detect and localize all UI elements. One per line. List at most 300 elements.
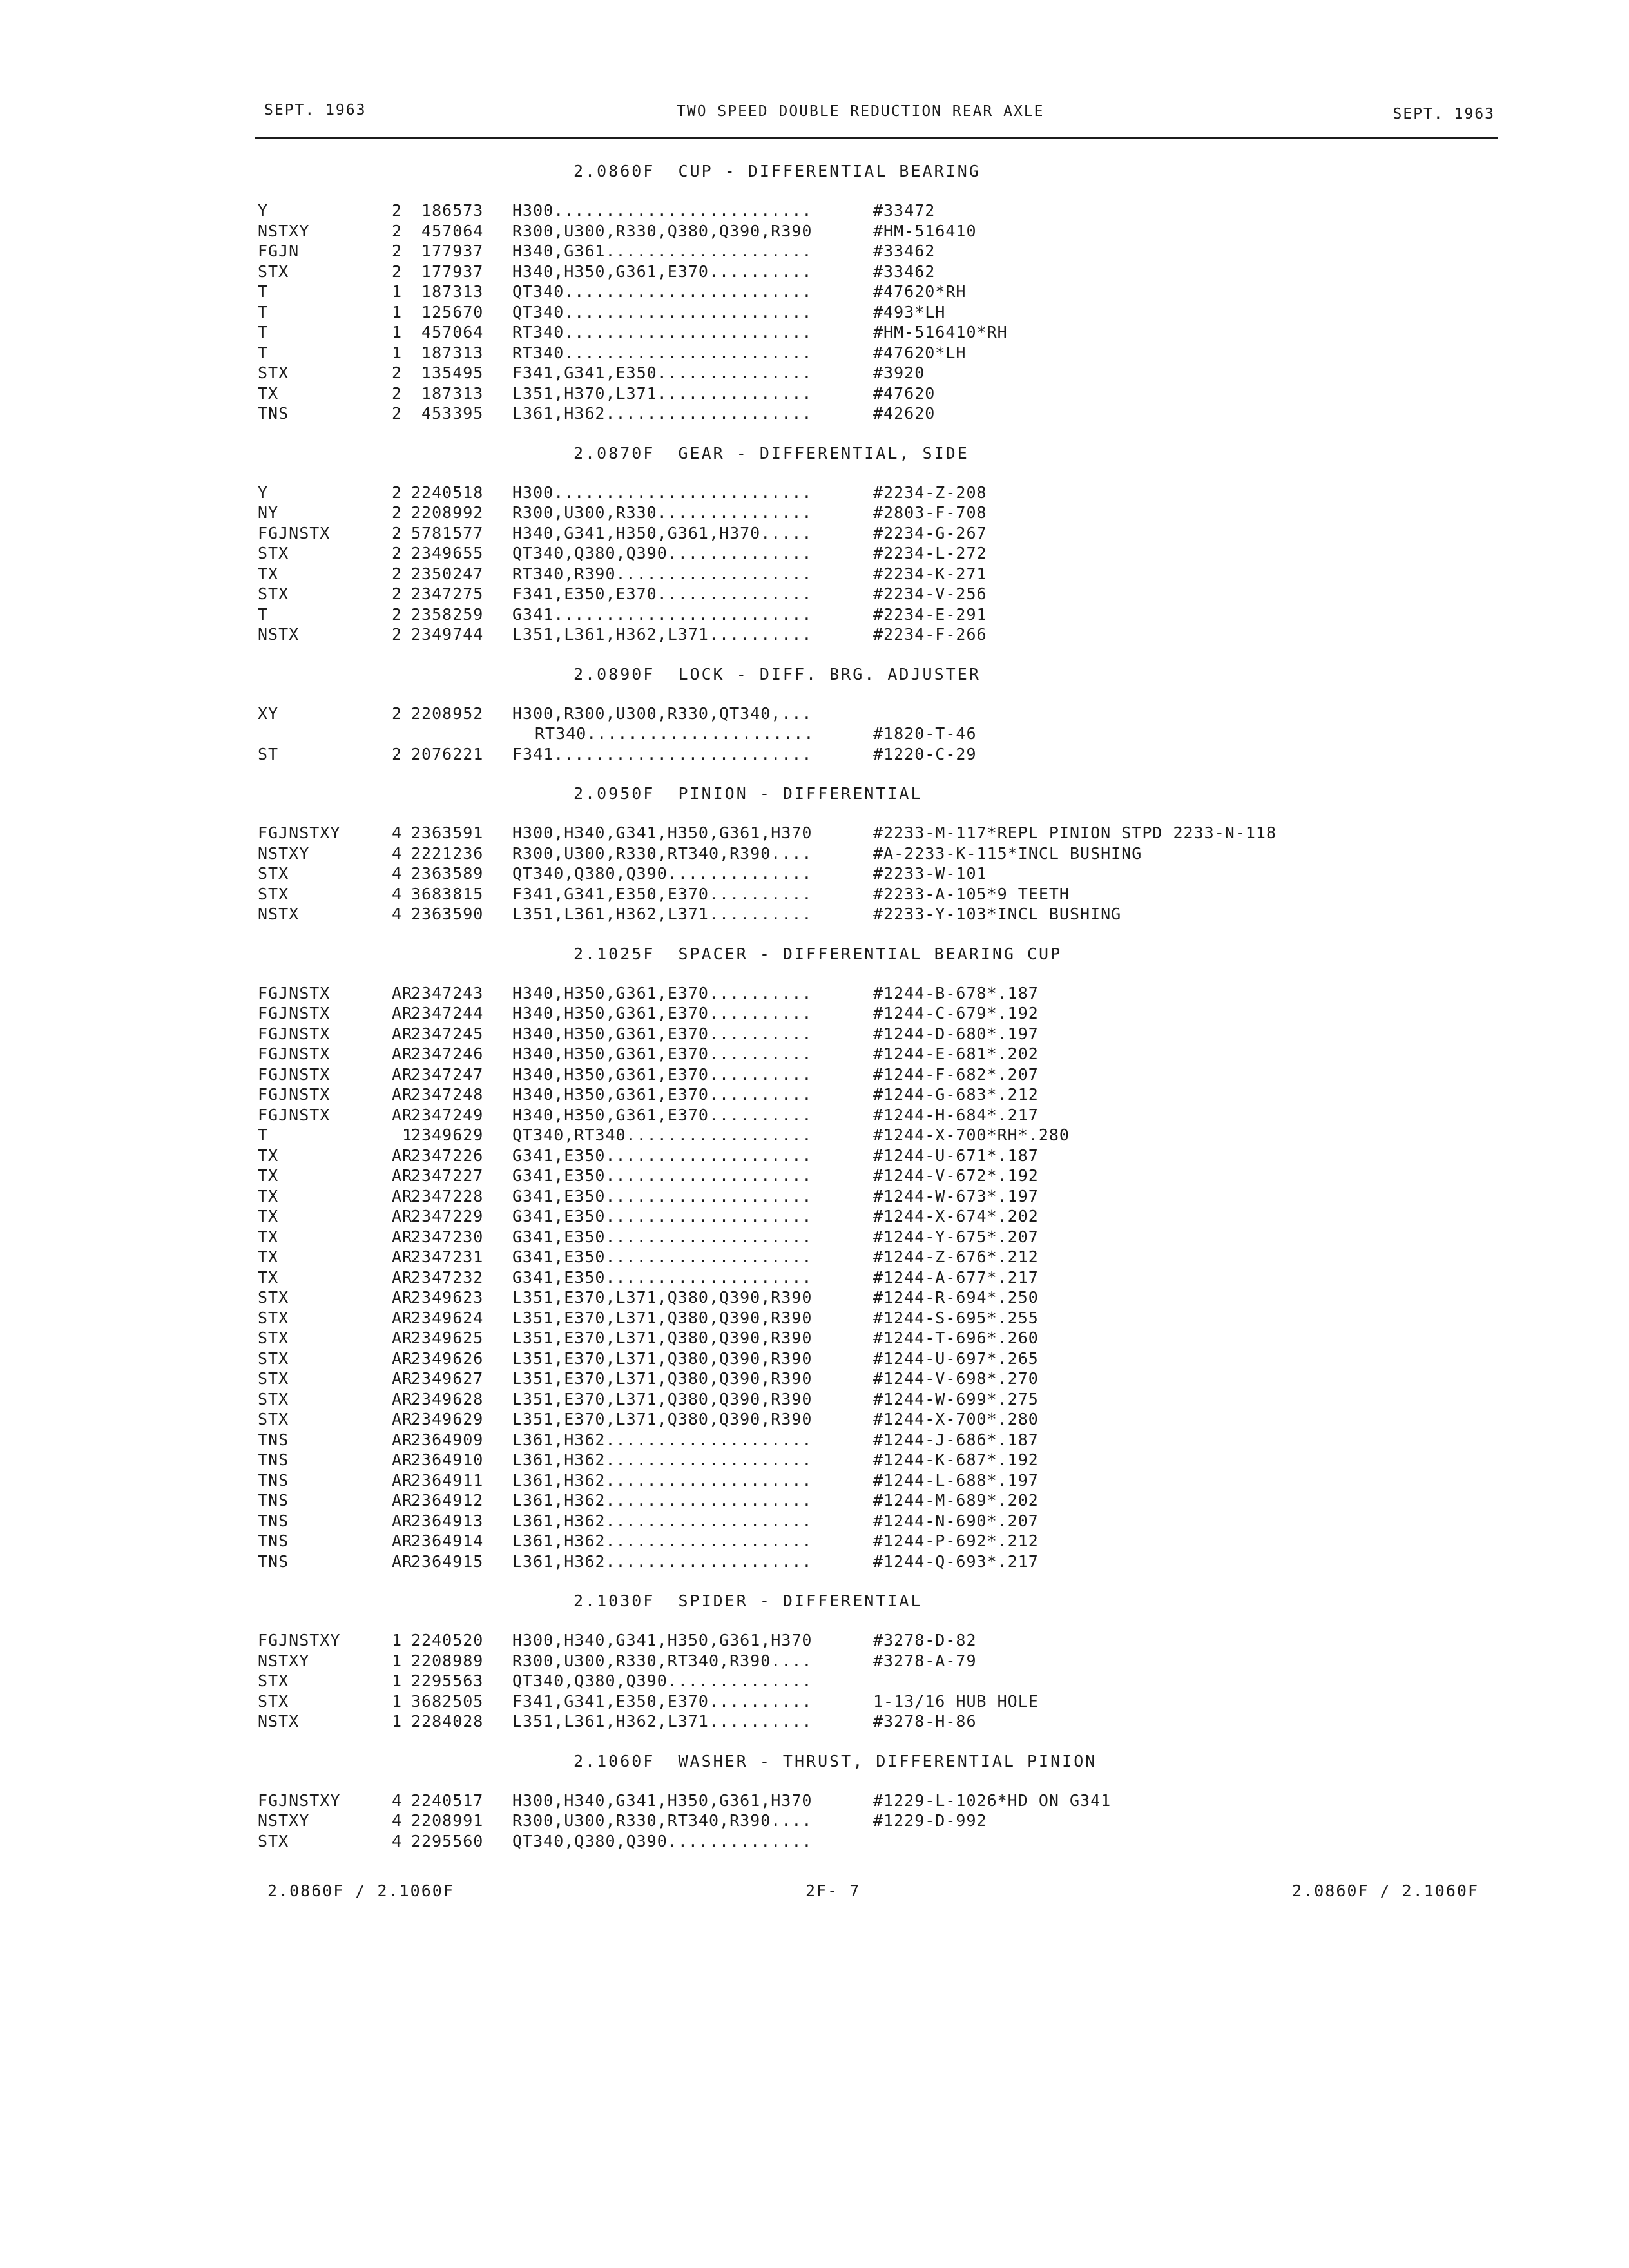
usage-continued: RT340...................... bbox=[535, 724, 815, 743]
parts-section bbox=[258, 443, 1482, 664]
quantity: AR bbox=[392, 1267, 413, 1287]
reference-number: #1244-N-690*.207 bbox=[873, 1511, 1039, 1530]
part-number: 2347227 bbox=[411, 1166, 484, 1185]
part-number: 135495 bbox=[411, 363, 484, 382]
model-codes: STX bbox=[258, 1389, 289, 1408]
reference-number: #2233-A-105*9 TEETH bbox=[873, 884, 1070, 903]
usage-models: L361,H362.................... bbox=[512, 404, 813, 423]
part-row bbox=[258, 1064, 1482, 1085]
reference-number: #HM-516410 bbox=[873, 221, 977, 240]
model-codes: TNS bbox=[258, 1532, 289, 1550]
usage-models: F341,E350,E370............... bbox=[512, 584, 813, 603]
quantity: AR bbox=[392, 1085, 413, 1104]
model-codes: STX bbox=[258, 1369, 289, 1388]
header-date-right: SEPT. 1963 bbox=[1393, 106, 1495, 122]
model-codes: FGJNSTXY bbox=[258, 1791, 341, 1810]
reference-number: #1244-W-673*.197 bbox=[873, 1186, 1039, 1206]
usage-models: H340,H350,G361,E370.......... bbox=[512, 1085, 813, 1104]
quantity: 2 bbox=[392, 201, 403, 220]
model-codes: STX bbox=[258, 363, 289, 382]
model-codes: NSTXY bbox=[258, 843, 310, 863]
reference-number: #33462 bbox=[873, 242, 936, 260]
usage-models: F341......................... bbox=[512, 744, 813, 764]
quantity: 4 bbox=[392, 1811, 403, 1830]
part-number: 2364915 bbox=[411, 1552, 484, 1571]
quantity: 4 bbox=[392, 823, 403, 842]
model-codes: TX bbox=[258, 1166, 279, 1185]
reference-number: #3278-H-86 bbox=[873, 1712, 977, 1731]
part-number: 2347229 bbox=[411, 1207, 484, 1225]
model-codes: TX bbox=[258, 564, 279, 583]
usage-models: L361,H362.................... bbox=[512, 1430, 813, 1449]
part-row bbox=[258, 1287, 1482, 1308]
quantity: AR bbox=[392, 1288, 413, 1307]
quantity: AR bbox=[392, 1491, 413, 1510]
section-spacer bbox=[258, 1571, 1482, 1591]
part-row bbox=[258, 843, 1482, 864]
reference-number: #1244-V-672*.192 bbox=[873, 1166, 1039, 1185]
part-row bbox=[258, 483, 1482, 503]
usage-models: L361,H362.................... bbox=[512, 1552, 813, 1571]
quantity: 2 bbox=[392, 744, 403, 764]
usage-models: G341,E350.................... bbox=[512, 1146, 813, 1165]
section-spacer bbox=[258, 1732, 1482, 1751]
part-number: 125670 bbox=[411, 302, 484, 322]
reference-number: #1244-P-692*.212 bbox=[873, 1532, 1039, 1550]
part-row bbox=[258, 724, 1482, 744]
section-title: 2.1025F SPACER - DIFFERENTIAL BEARING CUP bbox=[574, 944, 1063, 963]
reference-number: #A-2233-K-115*INCL BUSHING bbox=[873, 843, 1142, 863]
usage-models: L361,H362.................... bbox=[512, 1470, 813, 1490]
model-codes: FGJNSTXY bbox=[258, 823, 341, 842]
reference-number: #1244-K-687*.192 bbox=[873, 1450, 1039, 1469]
quantity: 1 bbox=[392, 323, 403, 341]
quantity: 1 bbox=[392, 1631, 403, 1649]
part-number: 2349626 bbox=[411, 1349, 484, 1368]
reference-number: #1244-M-689*.202 bbox=[873, 1491, 1039, 1510]
usage-models: H340,H350,G361,E370.......... bbox=[512, 1044, 813, 1063]
part-row bbox=[258, 1166, 1482, 1186]
part-row bbox=[258, 1328, 1482, 1349]
model-codes: TX bbox=[258, 1146, 279, 1165]
quantity: AR bbox=[392, 1410, 413, 1428]
part-number: 2364910 bbox=[411, 1450, 484, 1469]
page-number: 2F- 7 bbox=[805, 1881, 861, 1900]
model-codes: T bbox=[258, 302, 269, 322]
model-codes: FGJN bbox=[258, 242, 300, 260]
model-codes: FGJNSTX bbox=[258, 983, 331, 1003]
model-codes: STX bbox=[258, 544, 289, 562]
part-number: 2349625 bbox=[411, 1329, 484, 1347]
model-codes: XY bbox=[258, 704, 279, 723]
quantity: AR bbox=[392, 1044, 413, 1063]
parts-list bbox=[258, 161, 1482, 1870]
model-codes: FGJNSTX bbox=[258, 1004, 331, 1023]
usage-models: H340,H350,G361,E370.......... bbox=[512, 983, 813, 1003]
usage-models: L351,H370,L371............... bbox=[512, 383, 813, 403]
part-number: 2364911 bbox=[411, 1470, 484, 1490]
reference-number: #33462 bbox=[873, 262, 936, 281]
reference-number: #1244-Z-676*.212 bbox=[873, 1247, 1039, 1266]
quantity: 2 bbox=[392, 242, 403, 260]
part-row bbox=[258, 1003, 1482, 1024]
section-title: 2.0870F GEAR - DIFFERENTIAL, SIDE bbox=[574, 443, 969, 463]
page-footer bbox=[267, 1881, 1479, 1905]
reference-number: #1244-X-674*.202 bbox=[873, 1207, 1039, 1225]
model-codes: STX bbox=[258, 1671, 289, 1690]
part-number: 2363591 bbox=[411, 823, 484, 842]
part-row bbox=[258, 543, 1482, 564]
model-codes: TX bbox=[258, 1227, 279, 1246]
part-number: 2349629 bbox=[411, 1126, 484, 1144]
part-row bbox=[258, 1105, 1482, 1126]
usage-models: L361,H362.................... bbox=[512, 1450, 813, 1469]
part-row bbox=[258, 343, 1482, 363]
quantity: AR bbox=[392, 1470, 413, 1490]
part-row bbox=[258, 1630, 1482, 1651]
reference-number: #47620*LH bbox=[873, 343, 967, 362]
part-row bbox=[258, 1671, 1482, 1691]
part-number: 186573 bbox=[411, 201, 484, 220]
part-number: 2208992 bbox=[411, 503, 484, 522]
usage-models: H300,R300,U300,R330,QT340,... bbox=[512, 704, 813, 723]
usage-models: G341,E350.................... bbox=[512, 1186, 813, 1206]
usage-models: L351,E370,L371,Q380,Q390,R390 bbox=[512, 1369, 813, 1388]
model-codes: NSTX bbox=[258, 1712, 300, 1731]
quantity: AR bbox=[392, 1146, 413, 1165]
part-row bbox=[258, 1552, 1482, 1572]
usage-models: QT340,Q380,Q390.............. bbox=[512, 1671, 813, 1690]
part-row bbox=[258, 1450, 1482, 1470]
reference-number: #HM-516410*RH bbox=[873, 323, 1008, 341]
model-codes: STX bbox=[258, 262, 289, 281]
part-number: 453395 bbox=[411, 404, 484, 423]
part-row bbox=[258, 1206, 1482, 1227]
model-codes: STX bbox=[258, 1349, 289, 1368]
part-number: 2295560 bbox=[411, 1831, 484, 1850]
reference-number: #2234-Z-208 bbox=[873, 483, 987, 502]
quantity: 2 bbox=[392, 483, 403, 502]
model-codes: STX bbox=[258, 864, 289, 883]
part-row bbox=[258, 863, 1482, 884]
quantity: AR bbox=[392, 1511, 413, 1530]
part-row bbox=[258, 1430, 1482, 1450]
model-codes: TNS bbox=[258, 1470, 289, 1490]
part-row bbox=[258, 383, 1482, 404]
model-codes: STX bbox=[258, 1691, 289, 1711]
model-codes: STX bbox=[258, 1288, 289, 1307]
usage-models: L351,L361,H362,L371.......... bbox=[512, 625, 813, 644]
quantity: AR bbox=[392, 1064, 413, 1084]
part-number: 2349623 bbox=[411, 1288, 484, 1307]
quantity: AR bbox=[392, 1247, 413, 1266]
reference-number: #2233-M-117*REPL PINION STPD 2233-N-118 bbox=[873, 823, 1277, 842]
usage-models: H340,H350,G361,E370.......... bbox=[512, 1024, 813, 1043]
part-number: 177937 bbox=[411, 262, 484, 281]
quantity: 4 bbox=[392, 905, 403, 923]
usage-models: L351,E370,L371,Q380,Q390,R390 bbox=[512, 1329, 813, 1347]
quantity: AR bbox=[392, 1186, 413, 1206]
part-number: 2364914 bbox=[411, 1532, 484, 1550]
parts-section bbox=[258, 783, 1482, 944]
part-number: 2358259 bbox=[411, 604, 484, 624]
section-spacer bbox=[258, 645, 1482, 664]
section-title: 2.1060F WASHER - THRUST, DIFFERENTIAL PINION bbox=[574, 1751, 1097, 1771]
quantity: 1 bbox=[392, 302, 403, 322]
part-row bbox=[258, 241, 1482, 262]
part-number: 187313 bbox=[411, 282, 484, 301]
reference-number: #1244-J-686*.187 bbox=[873, 1430, 1039, 1449]
usage-models: L351,E370,L371,Q380,Q390,R390 bbox=[512, 1308, 813, 1327]
quantity: AR bbox=[392, 1105, 413, 1124]
quantity: 2 bbox=[392, 363, 403, 382]
quantity: 2 bbox=[392, 523, 403, 543]
part-row bbox=[258, 884, 1482, 905]
usage-models: F341,G341,E350,E370.......... bbox=[512, 1691, 813, 1711]
model-codes: TX bbox=[258, 1207, 279, 1225]
part-number: 2347245 bbox=[411, 1024, 484, 1043]
model-codes: FGJNSTXY bbox=[258, 1631, 341, 1649]
parts-section bbox=[258, 1751, 1482, 1871]
reference-number: #47620 bbox=[873, 383, 936, 403]
section-title: 2.1030F SPIDER - DIFFERENTIAL bbox=[574, 1591, 923, 1610]
usage-models: H340,G361.................... bbox=[512, 242, 813, 260]
quantity: AR bbox=[392, 1369, 413, 1388]
reference-number: #1244-L-688*.197 bbox=[873, 1470, 1039, 1490]
usage-models: G341,E350.................... bbox=[512, 1267, 813, 1287]
quantity: AR bbox=[392, 1024, 413, 1043]
header-rule bbox=[255, 137, 1498, 139]
model-codes: STX bbox=[258, 1410, 289, 1428]
part-row bbox=[258, 744, 1482, 765]
model-codes: TNS bbox=[258, 1552, 289, 1571]
part-row bbox=[258, 1084, 1482, 1105]
quantity: AR bbox=[392, 1207, 413, 1225]
reference-number: #1244-X-700*RH*.280 bbox=[873, 1126, 1070, 1144]
footer-range-left: 2.0860F / 2.1060F bbox=[267, 1881, 454, 1900]
model-codes: FGJNSTX bbox=[258, 1105, 331, 1124]
part-row bbox=[258, 1511, 1482, 1532]
quantity: 2 bbox=[392, 221, 403, 240]
usage-models: L361,H362.................... bbox=[512, 1532, 813, 1550]
section-spacer bbox=[258, 1851, 1482, 1870]
section-spacer bbox=[258, 424, 1482, 443]
part-number: 2208991 bbox=[411, 1811, 484, 1830]
usage-models: H340,G341,H350,G361,H370..... bbox=[512, 523, 813, 543]
usage-models: F341,G341,E350............... bbox=[512, 363, 813, 382]
page-header bbox=[264, 97, 1495, 137]
part-number: 2076221 bbox=[411, 744, 484, 764]
reference-number: #1229-D-992 bbox=[873, 1811, 987, 1830]
usage-models: L361,H362.................... bbox=[512, 1491, 813, 1510]
part-number: 2240518 bbox=[411, 483, 484, 502]
quantity: 2 bbox=[392, 262, 403, 281]
part-number: 2347243 bbox=[411, 983, 484, 1003]
part-number: 187313 bbox=[411, 383, 484, 403]
quantity: 1 bbox=[392, 1671, 403, 1690]
quantity: AR bbox=[392, 1389, 413, 1408]
part-number: 2363589 bbox=[411, 864, 484, 883]
model-codes: TX bbox=[258, 1247, 279, 1266]
part-row bbox=[258, 904, 1482, 925]
usage-models: G341,E350.................... bbox=[512, 1227, 813, 1246]
model-codes: TX bbox=[258, 383, 279, 403]
model-codes: FGJNSTX bbox=[258, 1024, 331, 1043]
reference-number: #1220-C-29 bbox=[873, 744, 977, 764]
usage-models: R300,U300,R330,RT340,R390.... bbox=[512, 1811, 813, 1830]
usage-models: R300,U300,R330,RT340,R390.... bbox=[512, 1651, 813, 1670]
reference-number: #1244-F-682*.207 bbox=[873, 1064, 1039, 1084]
part-row bbox=[258, 564, 1482, 584]
section-title: 2.0860F CUP - DIFFERENTIAL BEARING bbox=[574, 162, 981, 180]
part-row bbox=[258, 1024, 1482, 1044]
quantity: 1 bbox=[392, 1126, 413, 1144]
section-title: 2.0890F LOCK - DIFF. BRG. ADJUSTER bbox=[574, 664, 981, 684]
quantity: 1 bbox=[392, 282, 403, 301]
part-number: 177937 bbox=[411, 242, 484, 260]
quantity: 2 bbox=[392, 584, 403, 603]
model-codes: TNS bbox=[258, 1511, 289, 1530]
model-codes: STX bbox=[258, 584, 289, 603]
usage-models: L351,E370,L371,Q380,Q390,R390 bbox=[512, 1389, 813, 1408]
reference-number: #2233-W-101 bbox=[873, 864, 987, 883]
quantity: AR bbox=[392, 1532, 413, 1550]
section-spacer bbox=[258, 764, 1482, 783]
usage-models: R300,U300,R330,Q380,Q390,R390 bbox=[512, 221, 813, 240]
model-codes: STX bbox=[258, 884, 289, 903]
usage-models: L361,H362.................... bbox=[512, 1511, 813, 1530]
quantity: AR bbox=[392, 1349, 413, 1368]
quantity: AR bbox=[392, 1450, 413, 1469]
reference-number: #2234-F-266 bbox=[873, 625, 987, 644]
model-codes: Y bbox=[258, 483, 269, 502]
reference-number: #1244-S-695*.255 bbox=[873, 1308, 1039, 1327]
usage-models: H300,H340,G341,H350,G361,H370 bbox=[512, 1791, 813, 1810]
part-row bbox=[258, 983, 1482, 1004]
part-row bbox=[258, 624, 1482, 645]
part-row bbox=[258, 1125, 1482, 1146]
part-row bbox=[258, 1811, 1482, 1831]
quantity: 2 bbox=[392, 564, 403, 583]
usage-models: H300......................... bbox=[512, 201, 813, 220]
part-number: 2349624 bbox=[411, 1308, 484, 1327]
model-codes: T bbox=[258, 323, 269, 341]
part-number: 2349627 bbox=[411, 1369, 484, 1388]
part-number: 457064 bbox=[411, 323, 484, 341]
header-date-left: SEPT. 1963 bbox=[264, 102, 367, 119]
quantity: 4 bbox=[392, 1791, 403, 1810]
part-row bbox=[258, 200, 1482, 221]
part-row bbox=[258, 584, 1482, 604]
quantity: AR bbox=[392, 983, 413, 1003]
reference-number: #2233-Y-103*INCL BUSHING bbox=[873, 905, 1122, 923]
quantity: 2 bbox=[392, 625, 403, 644]
model-codes: FGJNSTX bbox=[258, 1064, 331, 1084]
usage-models: R300,U300,R330............... bbox=[512, 503, 813, 522]
model-codes: STX bbox=[258, 1329, 289, 1347]
model-codes: Y bbox=[258, 201, 269, 220]
part-row bbox=[258, 1711, 1482, 1732]
model-codes: TNS bbox=[258, 404, 289, 423]
usage-models: RT340........................ bbox=[512, 343, 813, 362]
usage-models: H300......................... bbox=[512, 483, 813, 502]
part-number: 3682505 bbox=[411, 1691, 484, 1711]
model-codes: FGJNSTX bbox=[258, 1085, 331, 1104]
reference-number: #3278-A-79 bbox=[873, 1651, 977, 1670]
part-row bbox=[258, 302, 1482, 323]
model-codes: NSTX bbox=[258, 905, 300, 923]
part-row bbox=[258, 1791, 1482, 1811]
quantity: 4 bbox=[392, 843, 403, 863]
reference-number: #1244-W-699*.275 bbox=[873, 1389, 1039, 1408]
part-number: 2347232 bbox=[411, 1267, 484, 1287]
part-number: 2349655 bbox=[411, 544, 484, 562]
usage-models: G341,E350.................... bbox=[512, 1247, 813, 1266]
reference-number: #1244-Q-693*.217 bbox=[873, 1552, 1039, 1571]
usage-models: H340,H350,G361,E370.......... bbox=[512, 1105, 813, 1124]
model-codes: T bbox=[258, 343, 269, 362]
part-row bbox=[258, 1308, 1482, 1329]
part-number: 2347275 bbox=[411, 584, 484, 603]
part-row bbox=[258, 363, 1482, 383]
parts-section bbox=[258, 944, 1482, 1591]
part-number: 2363590 bbox=[411, 905, 484, 923]
reference-number: #1244-X-700*.280 bbox=[873, 1410, 1039, 1428]
reference-number: #2234-L-272 bbox=[873, 544, 987, 562]
quantity: 1 bbox=[392, 1712, 403, 1731]
part-row bbox=[258, 823, 1482, 843]
part-row bbox=[258, 1267, 1482, 1288]
quantity: 2 bbox=[392, 604, 403, 624]
part-row bbox=[258, 1369, 1482, 1389]
section-spacer bbox=[258, 925, 1482, 944]
reference-number: #33472 bbox=[873, 201, 936, 220]
reference-number: #1244-T-696*.260 bbox=[873, 1329, 1039, 1347]
quantity: 2 bbox=[392, 404, 403, 423]
part-row bbox=[258, 1389, 1482, 1410]
usage-models: H300,H340,G341,H350,G361,H370 bbox=[512, 823, 813, 842]
part-row bbox=[258, 523, 1482, 544]
part-number: 2349744 bbox=[411, 625, 484, 644]
reference-number: #1244-H-684*.217 bbox=[873, 1105, 1039, 1124]
part-number: 2349628 bbox=[411, 1389, 484, 1408]
part-number: 2364909 bbox=[411, 1430, 484, 1449]
model-codes: NSTXY bbox=[258, 221, 310, 240]
usage-models: G341,E350.................... bbox=[512, 1207, 813, 1225]
part-row bbox=[258, 1146, 1482, 1166]
part-number: 2347249 bbox=[411, 1105, 484, 1124]
part-number: 2347247 bbox=[411, 1064, 484, 1084]
usage-models: H340,H350,G361,E370.......... bbox=[512, 1064, 813, 1084]
part-number: 187313 bbox=[411, 343, 484, 362]
model-codes: FGJNSTX bbox=[258, 1044, 331, 1063]
section-title: 2.0950F PINION - DIFFERENTIAL bbox=[574, 784, 923, 803]
quantity: 1 bbox=[392, 1691, 403, 1711]
model-codes: NY bbox=[258, 503, 279, 522]
reference-number: #1244-E-681*.202 bbox=[873, 1044, 1039, 1063]
reference-number: #3920 bbox=[873, 363, 925, 382]
usage-models: QT340,Q380,Q390.............. bbox=[512, 1831, 813, 1850]
part-row bbox=[258, 1349, 1482, 1369]
part-row bbox=[258, 503, 1482, 523]
model-codes: TX bbox=[258, 1267, 279, 1287]
usage-models: H340,H350,G361,E370.......... bbox=[512, 1004, 813, 1023]
part-number: 5781577 bbox=[411, 523, 484, 543]
usage-models: G341,E350.................... bbox=[512, 1166, 813, 1185]
model-codes: TNS bbox=[258, 1450, 289, 1469]
part-number: 2347230 bbox=[411, 1227, 484, 1246]
quantity: 2 bbox=[392, 544, 403, 562]
